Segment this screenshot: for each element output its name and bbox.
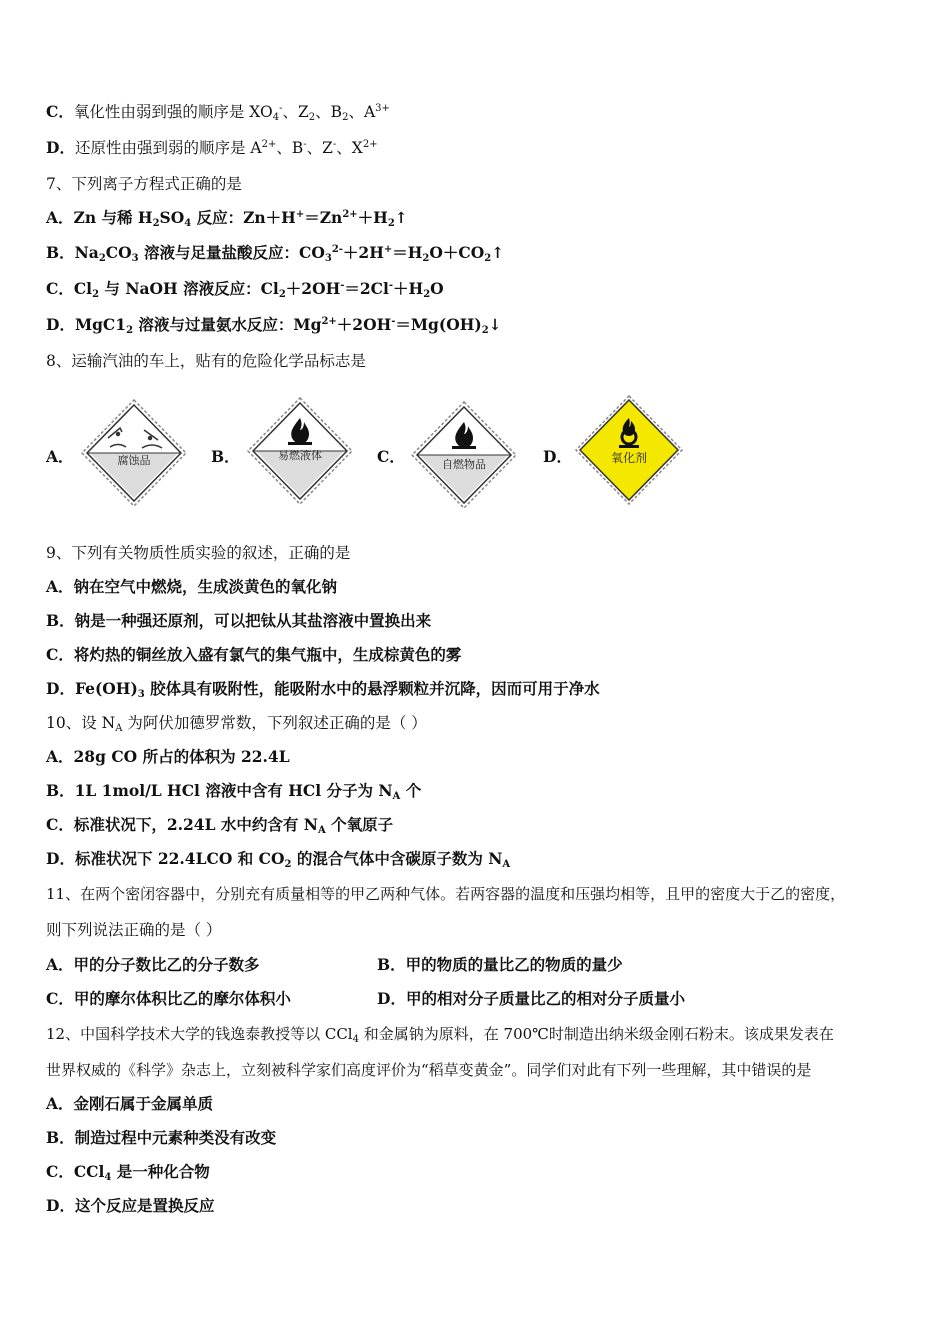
q12-option-b: B．制造过程中元素种类没有改变 — [46, 1128, 277, 1147]
option-text: ↑ — [394, 208, 408, 227]
subscript: 3 — [131, 253, 139, 264]
option-text: 个氧原子 — [325, 815, 394, 834]
subscript: 4 — [184, 218, 192, 229]
option-text: ↑ — [491, 243, 505, 262]
q11-option-b: B．甲的物质的量比乙的物质的量少 — [377, 955, 623, 974]
q7-option-a — [46, 208, 408, 228]
option-text: ↓ — [488, 315, 502, 334]
stem-text: 10、设 N — [46, 714, 116, 732]
subscript: 2 — [98, 253, 106, 264]
sign-caption: 氧化剂 — [610, 451, 648, 465]
subscript: 2 — [423, 289, 431, 300]
superscript: - — [391, 316, 396, 327]
q10-option-d — [46, 849, 510, 869]
flammable-liquid-hazard-sign — [246, 396, 354, 506]
q9-option-b: B．钠是一种强还原剂，可以把钛从其盐溶液中置换出来 — [46, 611, 432, 630]
q7-stem: 7、下列离子方程式正确的是 — [46, 175, 242, 193]
option-text: 、X — [336, 139, 363, 157]
q10-option-a: A．28g CO 所占的体积为 22.4L — [46, 747, 290, 766]
option-text: 溶液与过量氨水反应：Mg — [133, 315, 322, 334]
option-text: ＝2Cl — [344, 279, 389, 298]
q7-option-d — [46, 315, 502, 335]
option-text: O＋CO — [429, 243, 485, 262]
option-text: ＋H — [393, 279, 424, 298]
option-text: 个 — [400, 781, 422, 800]
superscript: 2+ — [362, 139, 378, 150]
option-text: CO — [105, 243, 132, 262]
subscript: 2 — [284, 859, 292, 870]
superscript: 2+ — [342, 209, 358, 220]
option-text: C．CCl — [46, 1162, 105, 1181]
q11-stem-line1: 11、在两个密闭容器中，分别充有质量相等的甲乙两种气体。若两容器的温度和压强均相等，且甲的密度大于乙的密度， — [46, 885, 846, 903]
q10-stem — [46, 713, 427, 733]
q6-option-c — [46, 102, 390, 122]
option-text: ＝Zn — [304, 208, 343, 227]
stem-text: 和金属钠为原料，在 700℃时制造出纳米级金刚石粉末。该成果发表在 — [358, 1025, 834, 1043]
option-text: 与 NaOH 溶液反应：Cl — [99, 279, 279, 298]
q8-option-a-label: A． — [46, 447, 74, 466]
corrosive-hazard-sign — [80, 398, 188, 508]
option-text: 、Z — [306, 139, 333, 157]
subscript: 2 — [278, 289, 286, 300]
subscript: 2 — [92, 289, 100, 300]
subscript: 4 — [272, 112, 280, 123]
option-text: ＋2OH — [285, 279, 341, 298]
option-text: ＋2H — [342, 243, 384, 262]
q12-option-d: D．这个反应是置换反应 — [46, 1196, 215, 1215]
q9-stem: 9、下列有关物质性质实验的叙述，正确的是 — [46, 544, 351, 562]
option-text: ＋H — [357, 208, 388, 227]
subscript: 2 — [387, 218, 395, 229]
option-text: B．1L 1mol/L HCl 溶液中含有 HCl 分子为 N — [46, 781, 393, 800]
q11-option-c: C．甲的摩尔体积比乙的摩尔体积小 — [46, 989, 291, 1008]
option-text: 还原性由强到弱的顺序是 A — [74, 139, 262, 157]
sign-caption: 腐蚀品 — [117, 454, 151, 467]
option-text: 、A — [348, 103, 376, 121]
superscript: + — [383, 244, 393, 255]
q10-option-b — [46, 781, 421, 801]
option-text: O — [430, 279, 444, 298]
option-text: 、B — [315, 103, 343, 121]
subscript: 3 — [324, 253, 332, 264]
stem-text: 为阿伏加德罗常数，下列叙述正确的是（ ） — [122, 714, 427, 732]
option-text: C．标准状况下，2.24L 水中约含有 N — [46, 815, 318, 834]
sign-caption: 自燃物品 — [442, 458, 486, 471]
subscript: 4 — [352, 1034, 359, 1045]
q10-option-c — [46, 815, 393, 835]
subscript: 2 — [422, 253, 430, 264]
option-text: B．Na — [46, 243, 99, 262]
option-letter: D． — [46, 138, 75, 157]
q7-option-c — [46, 279, 444, 299]
sign-caption: 易燃液体 — [278, 449, 322, 462]
q12-stem-line2: 世界权威的《科学》杂志上，立刻被科学家们高度评价为“稻草变黄金”。同学们对此有下列一些理解，其中错误的是 — [46, 1061, 812, 1079]
superscript: - — [388, 280, 394, 291]
q8-option-c-label: C． — [377, 447, 405, 466]
q12-option-c — [46, 1162, 210, 1182]
subscript: 4 — [104, 1172, 112, 1183]
option-text: 、B — [276, 139, 304, 157]
option-text: 是一种化合物 — [111, 1162, 210, 1181]
q7-option-b — [46, 243, 504, 263]
superscript: - — [332, 139, 337, 150]
subscript: A — [502, 859, 511, 870]
option-text: D．标准状况下 22.4LCO 和 CO — [46, 849, 285, 868]
q9-option-a: A．钠在空气中燃烧，生成淡黄色的氧化钠 — [46, 577, 338, 596]
option-text: 胶体具有吸附性，能吸附水中的悬浮颗粒并沉降，因而可用于净水 — [144, 679, 600, 698]
superscript: - — [303, 139, 307, 150]
option-text: ＝H — [392, 243, 423, 262]
superscript: 2+ — [321, 316, 337, 327]
option-text: 反应：Zn＋H — [191, 208, 296, 227]
q6-option-d — [46, 138, 378, 158]
q8-option-b-label: B． — [211, 447, 240, 466]
q11-option-d: D．甲的相对分子质量比乙的相对分子质量小 — [377, 989, 685, 1008]
q12-option-a: A．金刚石属于金属单质 — [46, 1094, 214, 1113]
subscript: 2 — [308, 112, 316, 123]
superscript: 2+ — [261, 139, 277, 150]
option-text: C．Cl — [46, 279, 93, 298]
q11-stem-line2: 则下列说法正确的是（ ） — [46, 921, 222, 939]
subscript: 2 — [481, 325, 489, 336]
spontaneously-combustible-hazard-sign — [410, 400, 518, 510]
superscript: - — [340, 280, 345, 291]
stem-text: 12、中国科学技术大学的钱逸泰教授等以 CCl — [46, 1025, 353, 1043]
superscript: 2- — [331, 244, 343, 255]
option-text: D．Fe(OH) — [46, 679, 138, 698]
option-letter: C． — [46, 102, 74, 121]
superscript: + — [295, 209, 305, 220]
option-text: SO — [159, 208, 185, 227]
subscript: 2 — [484, 253, 492, 264]
option-text: D．MgC1 — [46, 315, 127, 334]
option-text: 溶液与足量盐酸反应：CO — [138, 243, 325, 262]
option-text: 的混合气体中含碳原子数为 N — [291, 849, 503, 868]
subscript: A — [392, 791, 401, 802]
subscript: 3 — [137, 689, 145, 700]
q9-option-d — [46, 679, 600, 699]
option-text: A．Zn 与稀 H — [46, 208, 153, 227]
subscript: A — [317, 825, 326, 836]
q9-option-c: C．将灼热的铜丝放入盛有氯气的集气瓶中，生成棕黄色的雾 — [46, 645, 462, 664]
option-text: ＋2OH — [336, 315, 392, 334]
subscript: 2 — [126, 325, 134, 336]
q12-stem-line1 — [46, 1024, 834, 1044]
option-text: 、Z — [282, 103, 309, 121]
q11-option-a: A．甲的分子数比乙的分子数多 — [46, 955, 260, 974]
q8-stem: 8、运输汽油的车上，贴有的危险化学品标志是 — [46, 352, 366, 370]
oxidizer-hazard-sign — [574, 394, 684, 506]
superscript: - — [279, 103, 283, 114]
q8-option-d-label: D． — [543, 447, 572, 466]
superscript: 3+ — [375, 103, 390, 114]
option-text: 氧化性由弱到强的顺序是 XO — [73, 103, 273, 121]
subscript: 2 — [152, 218, 160, 229]
subscript: 2 — [342, 112, 349, 123]
subscript: A — [115, 723, 123, 734]
sign-yellow-field — [580, 400, 678, 500]
option-text: ＝Mg(OH) — [395, 315, 482, 334]
